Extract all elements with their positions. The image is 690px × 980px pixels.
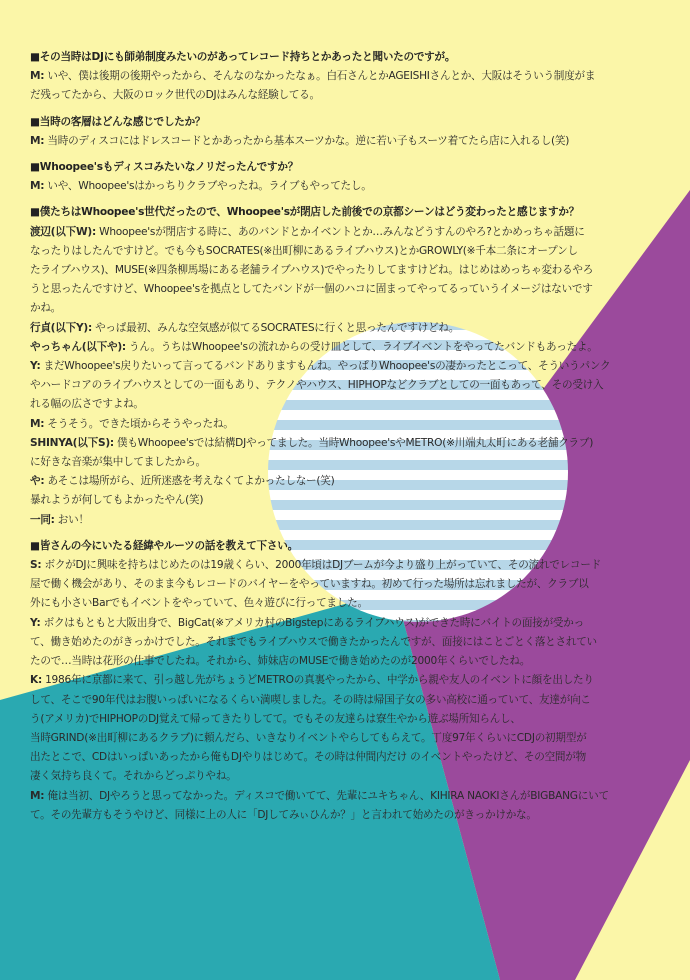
answer-line [30,86,658,105]
answer-text: 外にも小さいBarでもイベントをやっていて、色々遊びに行ってました。 [30,597,368,610]
answer-text: 凄く気持ち良くて。それからどっぷりやね。 [30,770,237,783]
speaker-label: Y: [30,360,41,373]
answer-text: れる幅の広さですよね。 [30,398,144,411]
answer-line [30,434,658,453]
answer-text: だ残ってたから、大阪のロック世代のDJはみんな経験してる。 [30,89,320,102]
answer-line [30,575,658,594]
answer-line [30,261,658,280]
answer-text: たライブハウス)、MUSE(※四条柳馬場にある老舗ライブハウス)でやったりしてますけどね。はじめはめっちゃ変わるやろ [30,264,594,277]
qa-block-5 [30,537,658,825]
answer-text: ボクがDJに興味を持ちはじめたのは19歳くらい、2000年頃はDJブームが今より盛り上がっていて、その流れでレコード [41,559,601,572]
answer-text: ボクはもともと大阪出身で、BigCat(※アメリカ村のBigstepにあるライブハウス)ができた時にバイトの面接が受かっ [40,616,584,629]
answer-line [30,299,658,318]
speaker-label: やっちゃん(以下や): [30,340,126,353]
answer-text: 1986年に京都に来て、引っ越し先がちょうどMETROの真裏やったから、中学から親や友人のイベントに顔を出したり [41,674,594,687]
speaker-label: S: [30,559,42,572]
answer-text: やハードコアのライブハウスとしての一面もあり、テクノやハウス、HIPHOPなどクラブとしての一面もあって、その受け入 [30,379,604,392]
answer-text: そうそう。できた頃からそうやったね。 [44,417,234,430]
speaker-label: K: [30,674,42,687]
answer-line [30,472,658,491]
answer-line [30,556,658,575]
answer-line [30,415,658,434]
answer-text: かね。 [30,302,62,315]
speaker-label: や: [30,475,45,488]
answer-line [30,319,658,338]
speaker-label: M: [30,180,45,193]
answer-text: いや、僕は後期の後期やったから、そんなのなかったなぁ。白石さんとかAGEISHIさんとか、大阪はそういう制度がま [44,70,596,83]
speaker-label: M: [30,134,45,147]
answer-line [30,614,658,633]
answer-line [30,67,658,86]
speaker-label: M: [30,417,45,430]
answer-line [30,242,658,261]
answer-text: Whoopee'sが閉店する時に、あのバンドとかイベントとか…みんなどうすんのやろ?とかめっちゃ話題に [95,225,585,238]
answer-text: 当時GRIND(※出町柳にあるクラブ)に頼んだら、いきなりイベントやらしてもらえて。丁度97年くらいにCDJの初期型が [30,731,587,744]
answer-text: て。その先輩方もそうやけど、同様に上の人に「DJしてみぃひんか？」と言われて始めたのがきっかけかな。 [30,808,537,821]
question-4: ■ 僕たちはWhoopee's世代だったので、Whoopee'sが閉店した前後での京都シーンはどう変わったと感じますか？ [30,203,658,222]
answer-line [30,491,658,510]
qa-block-3 [30,158,658,196]
answer-line [30,223,658,242]
answer-text: うん。うちはWhoopee'sの流れからの受け皿として、ライブイベントをやってたバンドもあったよ。 [125,340,598,353]
answer-text: 僕もWhoopee'sでは結構DJやってました。当時Whoopee'sやMETRO(※川端丸太町にある老舗クラブ) [113,436,594,449]
question-1: ■ その当時はDJにも師弟制度みたいのがあってレコード持ちとかあったと聞いたのですが。 [30,48,658,67]
answer-text: 俺は当初、DJやろうと思ってなかった。ディスコで働いてて、先輩にユキちゃん、KIHIRA NAOKIさんがBIGBANGにいて [44,789,609,802]
speaker-label: SHINYA(以下S): [30,436,114,449]
answer-text: いや、Whoopee'sはかっちりクラブやったね。ライブもやってたし。 [44,180,372,193]
answer-line [30,132,658,151]
answer-text: 出たとこで、CDはいっぱいあったから俺もDJやりはじめて。その時は仲間内だけ のイベントやったけど、その空間が物 [30,751,586,764]
answer-line [30,453,658,472]
speaker-label: 一同: [30,513,55,526]
question-3: ■ Whoopee'sもディスコみたいなノリだったんですか？ [30,158,658,177]
answer-line [30,338,658,357]
answer-line [30,511,658,530]
speaker-label: 行貞(以下Y): [30,321,92,334]
answer-line [30,357,658,376]
answer-text: たので…当時は花形の仕事でしたね。それから、姉妹店のMUSEで働き始めたのが2000年くらいでしたね。 [30,655,531,668]
qa-block-2 [30,113,658,151]
answer-line [30,376,658,395]
answer-line [30,729,658,748]
qa-block-4 [30,203,658,529]
answer-line [30,806,658,825]
answer-line [30,594,658,613]
answer-text: 屋で働く機会があり、そのまま今もレコードのバイヤーをやっていますね。初めて行った場所は忘れましたが、クラブ以 [30,578,589,591]
answer-text: まだWhoopee's戻りたいって言ってるバンドありますもんね。やっぱりWhoopee'sの凄かったとこって、そういうパンク [40,360,611,373]
answer-line [30,691,658,710]
answer-line [30,671,658,690]
speaker-label: Y: [30,616,41,629]
qa-block-1 [30,48,658,106]
answer-text: て、働き始めたのがきっかけでした。それまでもライブハウスで働きたかったんですが、面接にはことごとく落とされてい [30,635,597,648]
speaker-label: M: [30,70,45,83]
answer-text: う(アメリカ)でHIPHOPのDJ覚えて帰ってきたりしてて。でもその友達らは寮生やから遊ぶ場所知らんし、 [30,712,521,725]
answer-text: なったりはしたんですけど。でも今もSOCRATES(※出町柳にあるライブハウス)とかGROWLY(※千本二条にオープンし [30,244,578,257]
speaker-label: M: [30,789,45,802]
interview-text [30,48,658,832]
answer-text: うと思ったんですけど、Whoopee'sを拠点としてたバンドが一個のハコに固まってやってるっていうイメージはないです [30,283,593,296]
answer-line [30,280,658,299]
answer-line [30,748,658,767]
answer-line [30,633,658,652]
answer-text: やっぱ最初、みんな空気感が似てるSOCRATESに行くと思ったんですけどね。 [91,321,460,334]
answer-line [30,787,658,806]
answer-text: おい！ [54,513,89,526]
answer-line [30,395,658,414]
question-2: ■ 当時の客層はどんな感じでしたか？ [30,113,658,132]
answer-line [30,177,658,196]
answer-text: あそこは場所がら、近所迷惑を考えなくてよかったしなー(笑) [44,475,335,488]
answer-line [30,652,658,671]
answer-text: 暴れようが何してもよかったやん(笑) [30,494,204,507]
answer-text: 当時のディスコにはドレスコードとかあったから基本スーツかな。逆に若い子もスーツ着てたら店に入れるし(笑) [44,134,570,147]
answer-text: に好きな音楽が集中してましたから。 [30,456,206,469]
answer-text: して、そこで90年代はお腹いっぱいになるくらい満喫しました。その時は帰国子女の多い高校に通っていて、友達が向こ [30,693,591,706]
speaker-label: 渡辺(以下W): [30,225,96,238]
question-5: ■ 皆さんの今にいたる経緯やルーツの話を教えて下さい。 [30,537,658,556]
answer-line [30,767,658,786]
answer-line [30,710,658,729]
